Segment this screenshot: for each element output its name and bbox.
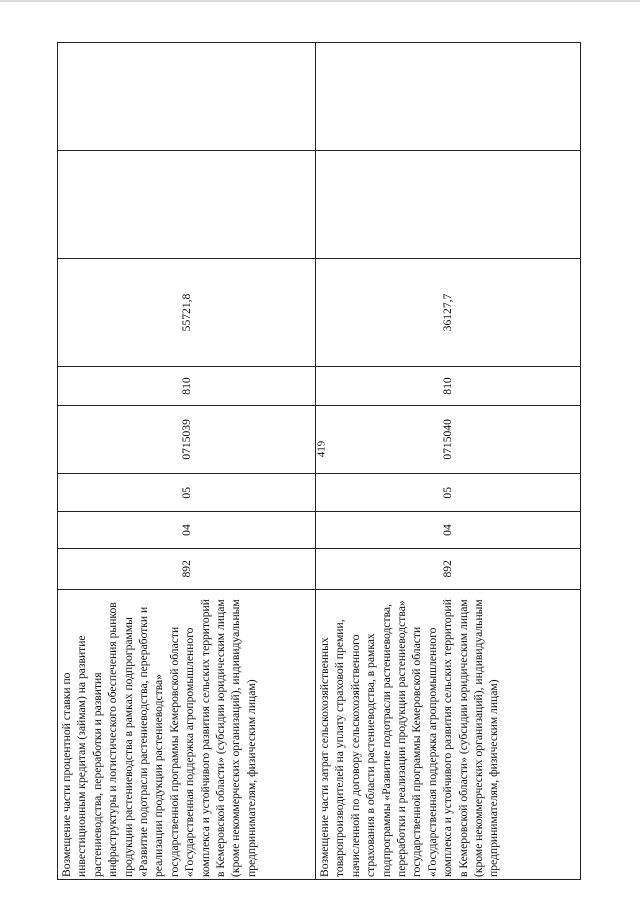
row-empty-cell	[316, 43, 581, 151]
row-subsection: 05	[316, 474, 581, 512]
budget-table	[57, 42, 581, 880]
row-description-text: Возмещение части процентной ставки по инвестиционным кредитам (займам) на развитие растениеводства, переработки и развития инфраструктуры и логистического обеспечения рынков продукции растениеводства в рамках подпрограммы «Развитие подотрасли растениеводства, переработки и реализации продукции растениеводства» государственной программы Кемеровской области «Государственная поддержка агропромышленного комплекса и устойчивого развития сельских территорий в Кемеровской области» (субсидии юридическим лицам (кроме некоммерческих организаций), индивидуальным предпринимателям, физическим лицам)	[60, 599, 258, 877]
scan-edge-line	[0, 0, 640, 2]
row-empty-cell	[58, 150, 316, 258]
row-section: 04	[58, 512, 316, 548]
row-section: 04	[316, 512, 581, 548]
budget-table-rotated	[57, 42, 580, 880]
row-empty-cell	[316, 150, 581, 258]
row-description-text: Возмещение части затрат сельскохозяйственных товаропроизводителей на уплату страховой премии, начисленной по договору сельскохозяйственного страхования в области растениеводства, в рамках подпрограммы «Развитие подотрасли растениеводства, переработки и реализации продукции растениеводства» государственной программы Кемеровской области «Государственная поддержка агропромышленного комплекса и устойчивого развития сельских территорий в Кемеровской области» (субсидии юридическим лицам (кроме некоммерческих организаций), индивидуальным предпринимателям, физическим лицам)	[318, 599, 501, 877]
row-description	[316, 589, 581, 879]
row-amount: 55721,8	[58, 258, 316, 367]
row-description	[58, 589, 316, 879]
row-empty-cell	[58, 43, 316, 151]
table-row	[316, 43, 581, 880]
row-subsection: 05	[58, 474, 316, 512]
table-row	[58, 43, 316, 880]
row-amount: 36127,7	[316, 258, 581, 367]
row-expense-type: 810	[316, 367, 581, 405]
row-target-item: 0715040	[316, 405, 581, 473]
row-expense-type: 810	[58, 367, 316, 405]
page-number: 419	[315, 440, 328, 458]
row-target-item: 0715039	[58, 405, 316, 473]
row-ministry-code: 892	[316, 548, 581, 589]
row-ministry-code: 892	[58, 548, 316, 589]
